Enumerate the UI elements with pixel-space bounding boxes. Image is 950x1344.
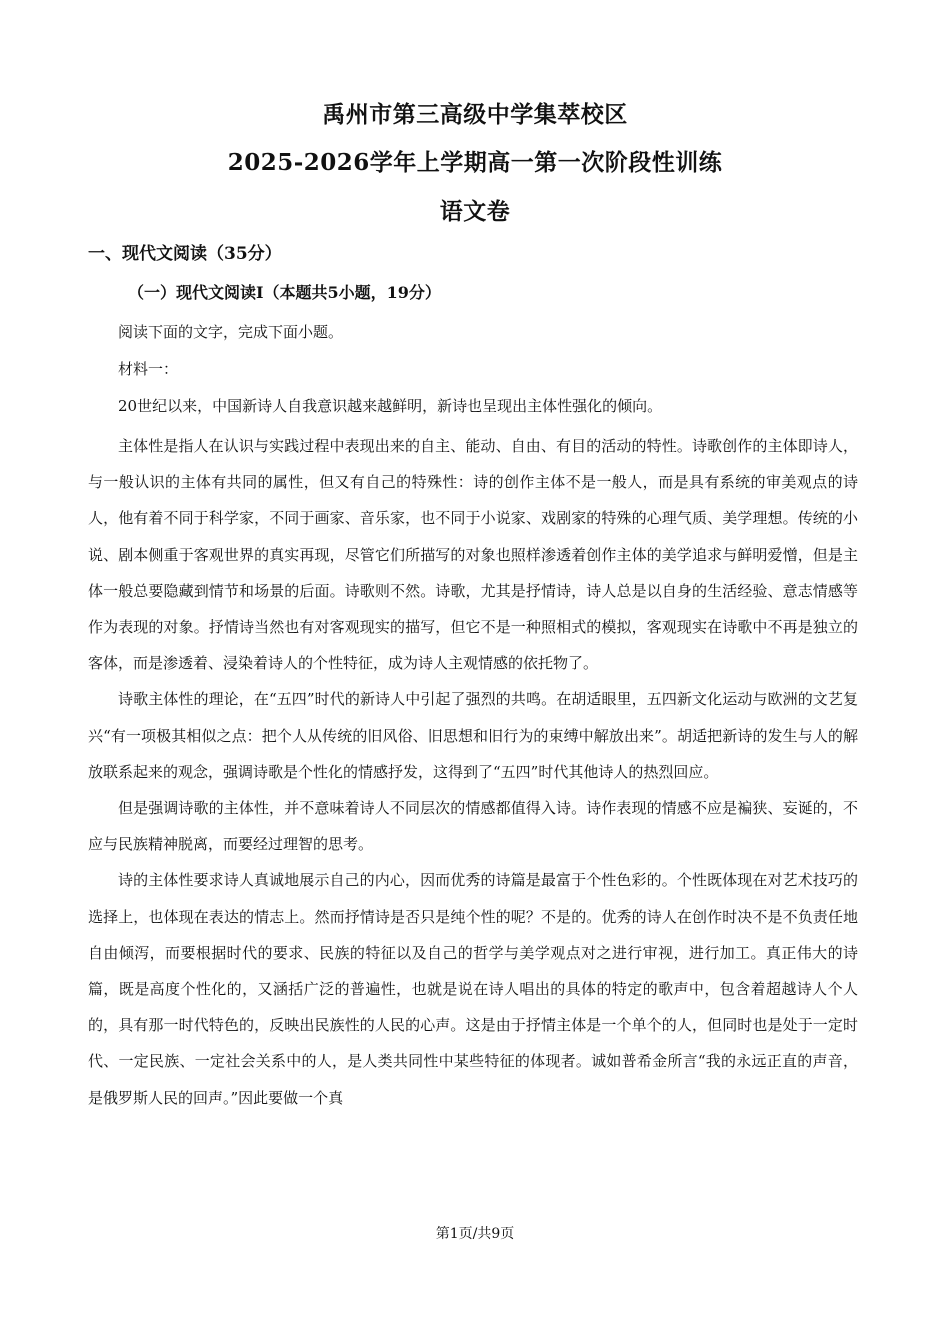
subsection-heading: （一）现代文阅读Ⅰ（本题共5小题，19分）: [128, 283, 441, 302]
school-title: 禹州市第三高级中学集萃校区: [322, 101, 628, 128]
material-body: [88, 428, 858, 1116]
section-heading: 一、现代文阅读（35分）: [88, 244, 282, 264]
reading-instruction: 阅读下面的文字，完成下面小题。: [118, 323, 344, 341]
paragraph: 但是强调诗歌的主体性，并不意味着诗人不同层次的情感都值得入诗。诗作表现的情感不应是褊狭、妄诞的，不应与民族精神脱离，而要经过理智的思考。: [88, 799, 858, 854]
material-first-line: 20世纪以来，中国新诗人自我意识越来越鲜明，新诗也呈现出主体性强化的倾向。: [118, 397, 663, 415]
paragraph: 诗歌主体性的理论，在“五四”时代的新诗人中引起了强烈的共鸣。在胡适眼里，五四新文化运动与欧洲的文艺复兴“有一项极其相似之点：把个人从传统的旧风俗、旧思想和旧行为的束缚中解放出来”。胡适把新诗的发生与人的解放联系起来的观念，强调诗歌是个性化的情感抒发，这得到了“五四”时代其他诗人的热烈回应。: [88, 690, 858, 781]
page-number: 第1页/共9页: [435, 1226, 515, 1242]
exam-title: 2025-2026学年上学期高一第一次阶段性训练: [227, 149, 723, 176]
paragraph: 诗的主体性要求诗人真诚地展示自己的内心，因而优秀的诗篇是最富于个性色彩的。个性既体现在对艺术技巧的选择上，也体现在表达的情志上。然而抒情诗是否只是纯个性的呢？不是的。优秀的诗人在创作时决不是不负责任地自由倾泻，而要根据时代的要求、民族的特征以及自己的哲学与美学观点对之进行审视，进行加工。真正伟大的诗篇，既是高度个性化的，又涵括广泛的普遍性，也就是说在诗人唱出的具体的特定的歌声中，包含着超越诗人个人的，具有那一时代特色的，反映出民族性的人民的心声。这是由于抒情主体是一个单个的人，但同时也是处于一定时代、一定民族、一定社会关系中的人，是人类共同性中某些特征的体现者。诚如普希金所言“我的永远正直的声音，是俄罗斯人民的回声。”因此要做一个真: [88, 871, 858, 1107]
subject-title: 语文卷: [439, 198, 511, 225]
material-label: 材料一：: [118, 360, 179, 378]
paragraph: 主体性是指人在认识与实践过程中表现出来的自主、能动、自由、有目的活动的特性。诗歌创作的主体即诗人，与一般认识的主体有共同的属性，但又有自己的特殊性：诗的创作主体不是一般人，而是具有系统的审美观点的诗人，他有着不同于科学家，不同于画家、音乐家，也不同于小说家、戏剧家的特殊的心理气质、美学理想。传统的小说、剧本侧重于客观世界的真实再现，尽管它们所描写的对象也照样渗透着创作主体的美学追求与鲜明爱憎，但是主体一般总要隐藏到情节和场景的后面。诗歌则不然。诗歌，尤其是抒情诗，诗人总是以自身的生活经验、意志情感等作为表现的对象。抒情诗当然也有对客观现实的描写，但它不是一种照相式的模拟，客观现实在诗歌中不再是独立的客体，而是渗透着、浸染着诗人的个性特征，成为诗人主观情感的依托物了。: [88, 437, 858, 673]
